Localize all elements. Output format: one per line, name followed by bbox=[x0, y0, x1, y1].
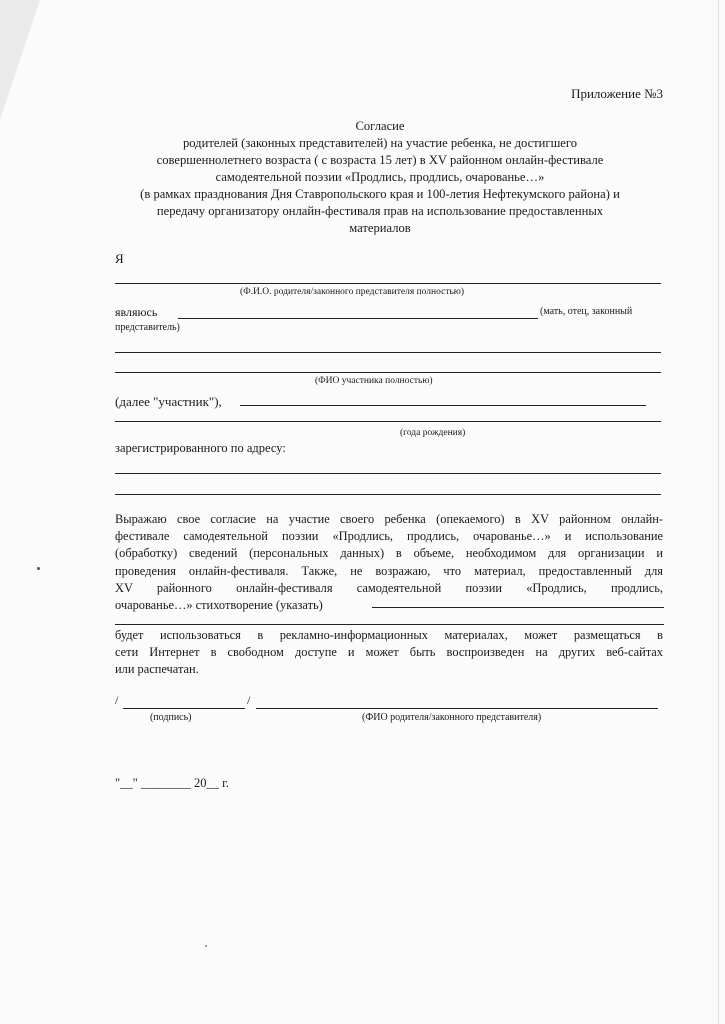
title-line: материалов bbox=[349, 221, 411, 235]
usage-line: или распечатан. bbox=[115, 662, 199, 677]
title-line: передачу организатору онлайн-фестиваля прав на использование предоставленных bbox=[156, 204, 604, 218]
yavlyayus-label: являюсь bbox=[115, 305, 158, 319]
birth-year-field[interactable] bbox=[115, 421, 661, 422]
consent-line: фестивале самодеятельной поэзии «Продлись, продлись, очарованье…» и использование bbox=[115, 529, 663, 544]
title-line: (в рамках празднования Дня Ставропольского края и 100-летия Нефтекумского района) и bbox=[140, 187, 620, 201]
usage-paragraph bbox=[115, 627, 663, 679]
scan-edge bbox=[718, 0, 719, 1024]
consent-line: проведения онлайн-фестиваля. Также, не возражаю, что материал, предоставленный для bbox=[115, 563, 663, 578]
signature-slash-1: / bbox=[115, 693, 119, 707]
signature-caption: (подпись) bbox=[150, 712, 192, 723]
scan-speck bbox=[37, 567, 40, 570]
title-line: Согласие bbox=[355, 119, 405, 133]
title-line: самодеятельной поэзии «Продлись, продлись, очарованье…» bbox=[215, 170, 545, 184]
relation-hint: (мать, отец, законный bbox=[540, 306, 633, 317]
address-field-1[interactable] bbox=[115, 473, 661, 474]
poem-title-field-2[interactable] bbox=[115, 624, 664, 625]
relation-field[interactable] bbox=[178, 318, 538, 319]
signature-field[interactable] bbox=[123, 708, 245, 709]
parent-name-field[interactable] bbox=[115, 283, 661, 284]
title-line: совершеннолетнего возраста ( с возраста 15 лет) в XV районном онлайн-фестивале bbox=[156, 153, 604, 167]
document-title bbox=[100, 118, 660, 237]
address-label: зарегистрированного по адресу: bbox=[115, 441, 286, 455]
signature-slash-2: / bbox=[247, 693, 251, 707]
participant-name-field-2[interactable] bbox=[115, 372, 661, 373]
address-field-2[interactable] bbox=[115, 494, 661, 495]
relation-hint-2: представитель) bbox=[115, 322, 180, 333]
consent-line: (обработку) сведений (персональных данных) в объеме, необходимом для организации и bbox=[115, 546, 663, 561]
parent-name-caption: (Ф.И.О. родителя/законного представителя полностью) bbox=[240, 287, 465, 297]
poem-title-field[interactable] bbox=[372, 607, 664, 608]
appendix-label: Приложение №3 bbox=[571, 86, 663, 101]
title-line: родителей (законных представителей) на участие ребенка, не достигшего bbox=[182, 136, 578, 150]
signer-name-field[interactable] bbox=[256, 708, 658, 709]
ya-label: Я bbox=[115, 251, 124, 266]
consent-line: XV районного онлайн-фестиваля самодеятельной поэзии «Продлись, продлись, bbox=[115, 580, 663, 595]
consent-paragraph bbox=[115, 511, 663, 614]
scan-speck bbox=[205, 945, 207, 947]
participant-label: (далее "участник"), bbox=[115, 394, 222, 409]
scan-corner-shadow bbox=[0, 0, 40, 120]
birth-year-caption: (года рождения) bbox=[400, 428, 466, 438]
participant-extra-field[interactable] bbox=[240, 405, 646, 406]
signer-name-caption: (ФИО родителя/законного представителя) bbox=[362, 712, 542, 723]
usage-line: сети Интернет в свободном доступе и может быть воспроизведен на других веб-сайтах bbox=[115, 645, 663, 660]
participant-name-caption: (ФИО участника полностью) bbox=[315, 376, 433, 386]
consent-line: очарованье…» стихотворение (указать) bbox=[115, 598, 323, 613]
date-field[interactable]: "__" ________ 20__ г. bbox=[115, 776, 229, 790]
participant-name-field-1[interactable] bbox=[115, 352, 661, 353]
consent-line: Выражаю свое согласие на участие своего ребенка (опекаемого) в XV районном онлайн- bbox=[115, 512, 663, 526]
usage-line: будет использоваться в рекламно-информационных материалах, может размещаться в bbox=[115, 628, 663, 642]
